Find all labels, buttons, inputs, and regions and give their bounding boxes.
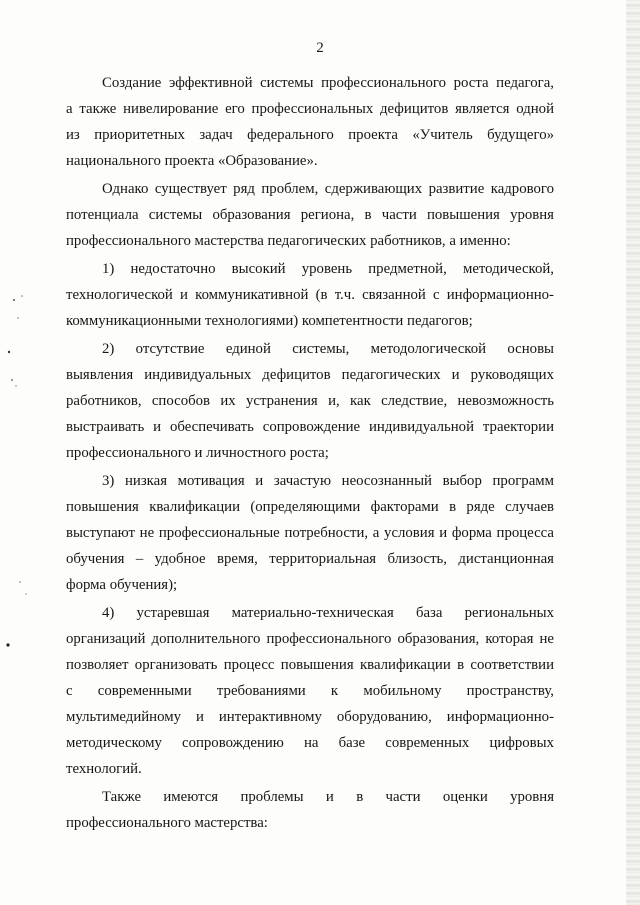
list-item-2 [66, 336, 554, 466]
text-line: Однако существует ряд проблем, сдерживающих развитие кадрового [102, 181, 554, 197]
list-item-3 [66, 468, 554, 598]
text-line: организаций дополнительного профессионального образования, которая не [66, 631, 554, 647]
text-line: выступают не профессиональные потребности, а условия и форма процесса [66, 525, 554, 541]
text-line: форма обучения); [66, 577, 178, 593]
text-line: 1) недостаточно высокий уровень предметной, методической, [102, 261, 554, 277]
text-line: мультимедийному и интерактивному оборудованию, информационно- [66, 709, 554, 725]
text-line: с современными требованиями к мобильному пространству, [66, 683, 554, 699]
text-line: технологий. [66, 761, 142, 777]
text-line: профессионального мастерства: [66, 815, 268, 831]
text-line: Также имеются проблемы и в части оценки уровня [102, 789, 554, 805]
list-item-1 [66, 256, 554, 334]
paragraph-assessment [66, 784, 554, 836]
paragraph-problems [66, 176, 554, 254]
scan-edge-shadow [626, 0, 640, 905]
page-number: 2 [316, 40, 324, 56]
text-line: коммуникационными технологиями) компетентности педагогов; [66, 313, 473, 329]
text-line: позволяет организовать процесс повышения квалификации в соответствии [66, 657, 554, 673]
text-line: а также нивелирование его профессиональных дефицитов является одной [66, 101, 554, 117]
text-line: Создание эффективной системы профессионального роста педагога, [102, 75, 554, 91]
text-line: методическому сопровождению на базе современных цифровых [66, 735, 554, 751]
text-line: профессионального и личностного роста; [66, 445, 329, 461]
list-item-4 [66, 600, 554, 782]
text-line: технологической и коммуникативной (в т.ч. связанной с информационно- [66, 287, 554, 303]
text-line: выстраивать и обеспечивать сопровождение индивидуальной траектории [66, 419, 554, 435]
scan-noise-marks [0, 0, 40, 905]
text-line: работников, способов их устранения и, как следствие, невозможность [66, 393, 554, 409]
text-line: 2) отсутствие единой системы, методологической основы [102, 341, 554, 357]
text-line: профессионального мастерства педагогических работников, а именно: [66, 233, 511, 249]
text-line: обучения – удобное время, территориальная близость, дистанционная [66, 551, 554, 567]
text-line: 3) низкая мотивация и зачастую неосознанный выбор программ [102, 473, 554, 489]
text-line: выявления индивидуальных дефицитов педагогических и руководящих [66, 367, 554, 383]
text-line: из приоритетных задач федерального проекта «Учитель будущего» [66, 127, 554, 143]
text-line: потенциала системы образования региона, в части повышения уровня [66, 207, 554, 223]
text-line: национального проекта «Образование». [66, 153, 318, 169]
paragraph-intro [66, 70, 554, 174]
text-line: повышения квалификации (определяющими факторами в ряде случаев [66, 499, 554, 515]
document-body [66, 70, 554, 836]
text-line: 4) устаревшая материально-техническая база региональных [102, 605, 554, 621]
